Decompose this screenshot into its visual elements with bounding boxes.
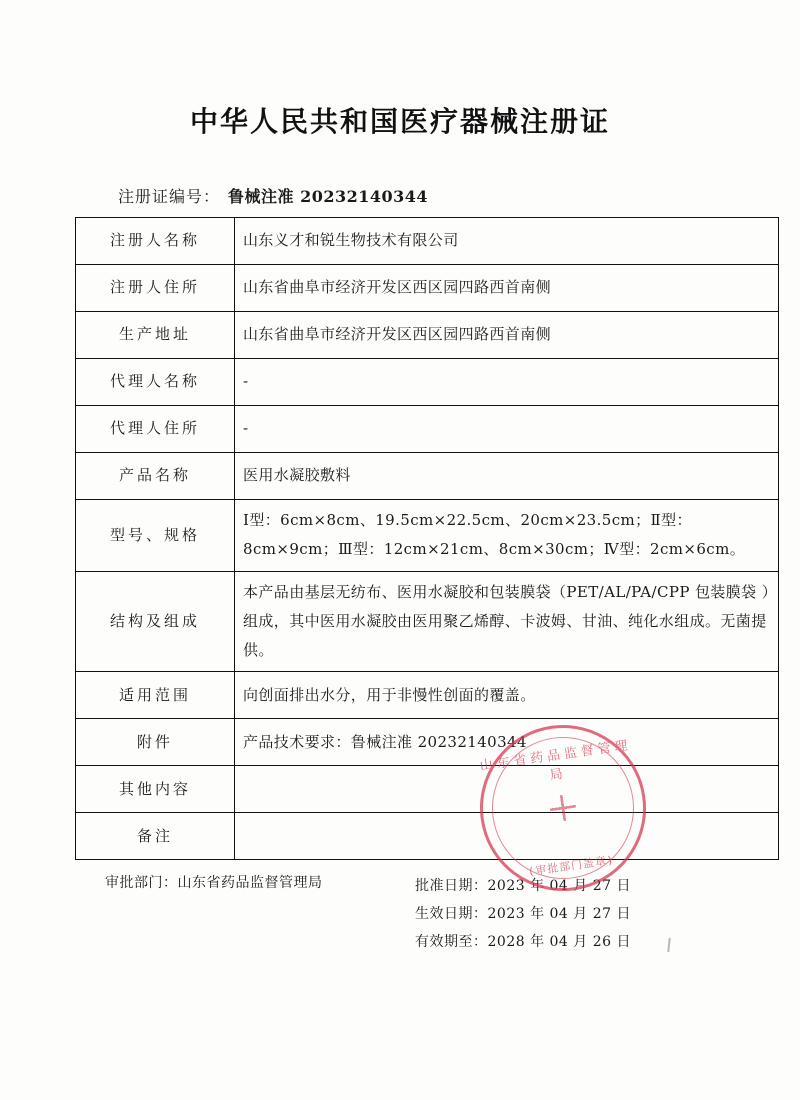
table-row (76, 672, 779, 719)
row-value: 山东义才和锐生物技术有限公司 (235, 218, 779, 265)
row-label: 代理人名称 (76, 359, 235, 406)
expiry-date-row (415, 928, 631, 956)
row-label: 附件 (76, 719, 235, 766)
certificate-number-value: 鲁械注准 20232140344 (228, 187, 429, 206)
effective-date-value: 2023 年 04 月 27 日 (487, 906, 632, 923)
row-label: 型号、规格 (76, 500, 235, 572)
row-value: - (235, 406, 779, 453)
table-row (76, 571, 779, 672)
row-value: 本产品由基层无纺布、医用水凝胶和包装膜袋（PET/AL/PA/CPP 包装膜袋 ）组成，其中医用水凝胶由医用聚乙烯醇、卡波姆、甘油、纯化水组成。无菌提供。 (235, 571, 779, 672)
approval-department-value: 山东省药品监督管理局 (177, 875, 323, 892)
table-row (76, 719, 779, 766)
table-row (76, 813, 779, 860)
seal-bottom-text: (审批部门盖章) (527, 853, 616, 879)
table-row (76, 500, 779, 572)
table-row (76, 312, 779, 359)
expiry-date-label: 有效期至： (415, 934, 488, 951)
certificate-number-label: 注册证编号： (118, 187, 221, 206)
row-label: 生产地址 (76, 312, 235, 359)
effective-date-label: 生效日期： (415, 906, 488, 923)
row-value: 山东省曲阜市经济开发区西区园四路西首南侧 (235, 265, 779, 312)
row-value (235, 766, 779, 813)
row-label: 注册人名称 (76, 218, 235, 265)
table-row (76, 359, 779, 406)
row-value: Ⅰ型：6cm×8cm、19.5cm×22.5cm、20cm×23.5cm；Ⅱ型：8cm×9cm；Ⅲ型：12cm×21cm、8cm×30cm；Ⅳ型：2cm×6cm。 (235, 500, 779, 572)
effective-date-row (415, 900, 631, 928)
footer (75, 866, 779, 956)
row-value: 产品技术要求：鲁械注准 20232140344 (235, 719, 779, 766)
table-row (76, 265, 779, 312)
row-label: 备注 (76, 813, 235, 860)
row-label: 结构及组成 (76, 571, 235, 672)
certificate-number-row (0, 184, 800, 207)
expiry-date-value: 2028 年 04 月 26 日 (487, 934, 632, 951)
row-value: 医用水凝胶敷料 (235, 453, 779, 500)
row-label: 适用范围 (76, 672, 235, 719)
approval-date-value: 2023 年 04 月 27 日 (487, 878, 632, 895)
approval-date-label: 批准日期： (415, 878, 488, 895)
table-row (76, 453, 779, 500)
footer-dates (415, 872, 631, 956)
table-row (76, 406, 779, 453)
approval-department-label: 审批部门： (105, 875, 178, 892)
certificate-details-table (75, 217, 779, 860)
table-row (76, 766, 779, 813)
row-label: 产品名称 (76, 453, 235, 500)
table-row (76, 218, 779, 265)
row-value: 山东省曲阜市经济开发区西区园四路西首南侧 (235, 312, 779, 359)
row-value: 向创面排出水分，用于非慢性创面的覆盖。 (235, 672, 779, 719)
seal-top-text: 山东省药品监督管理局 (478, 737, 633, 784)
page-title: 中华人民共和国医疗器械注册证 (189, 105, 610, 138)
row-label: 代理人住所 (76, 406, 235, 453)
row-label: 注册人住所 (76, 265, 235, 312)
approval-department (105, 872, 323, 892)
row-value (235, 813, 779, 860)
approval-date-row (415, 872, 631, 900)
row-label: 其他内容 (76, 766, 235, 813)
row-value: - (235, 359, 779, 406)
